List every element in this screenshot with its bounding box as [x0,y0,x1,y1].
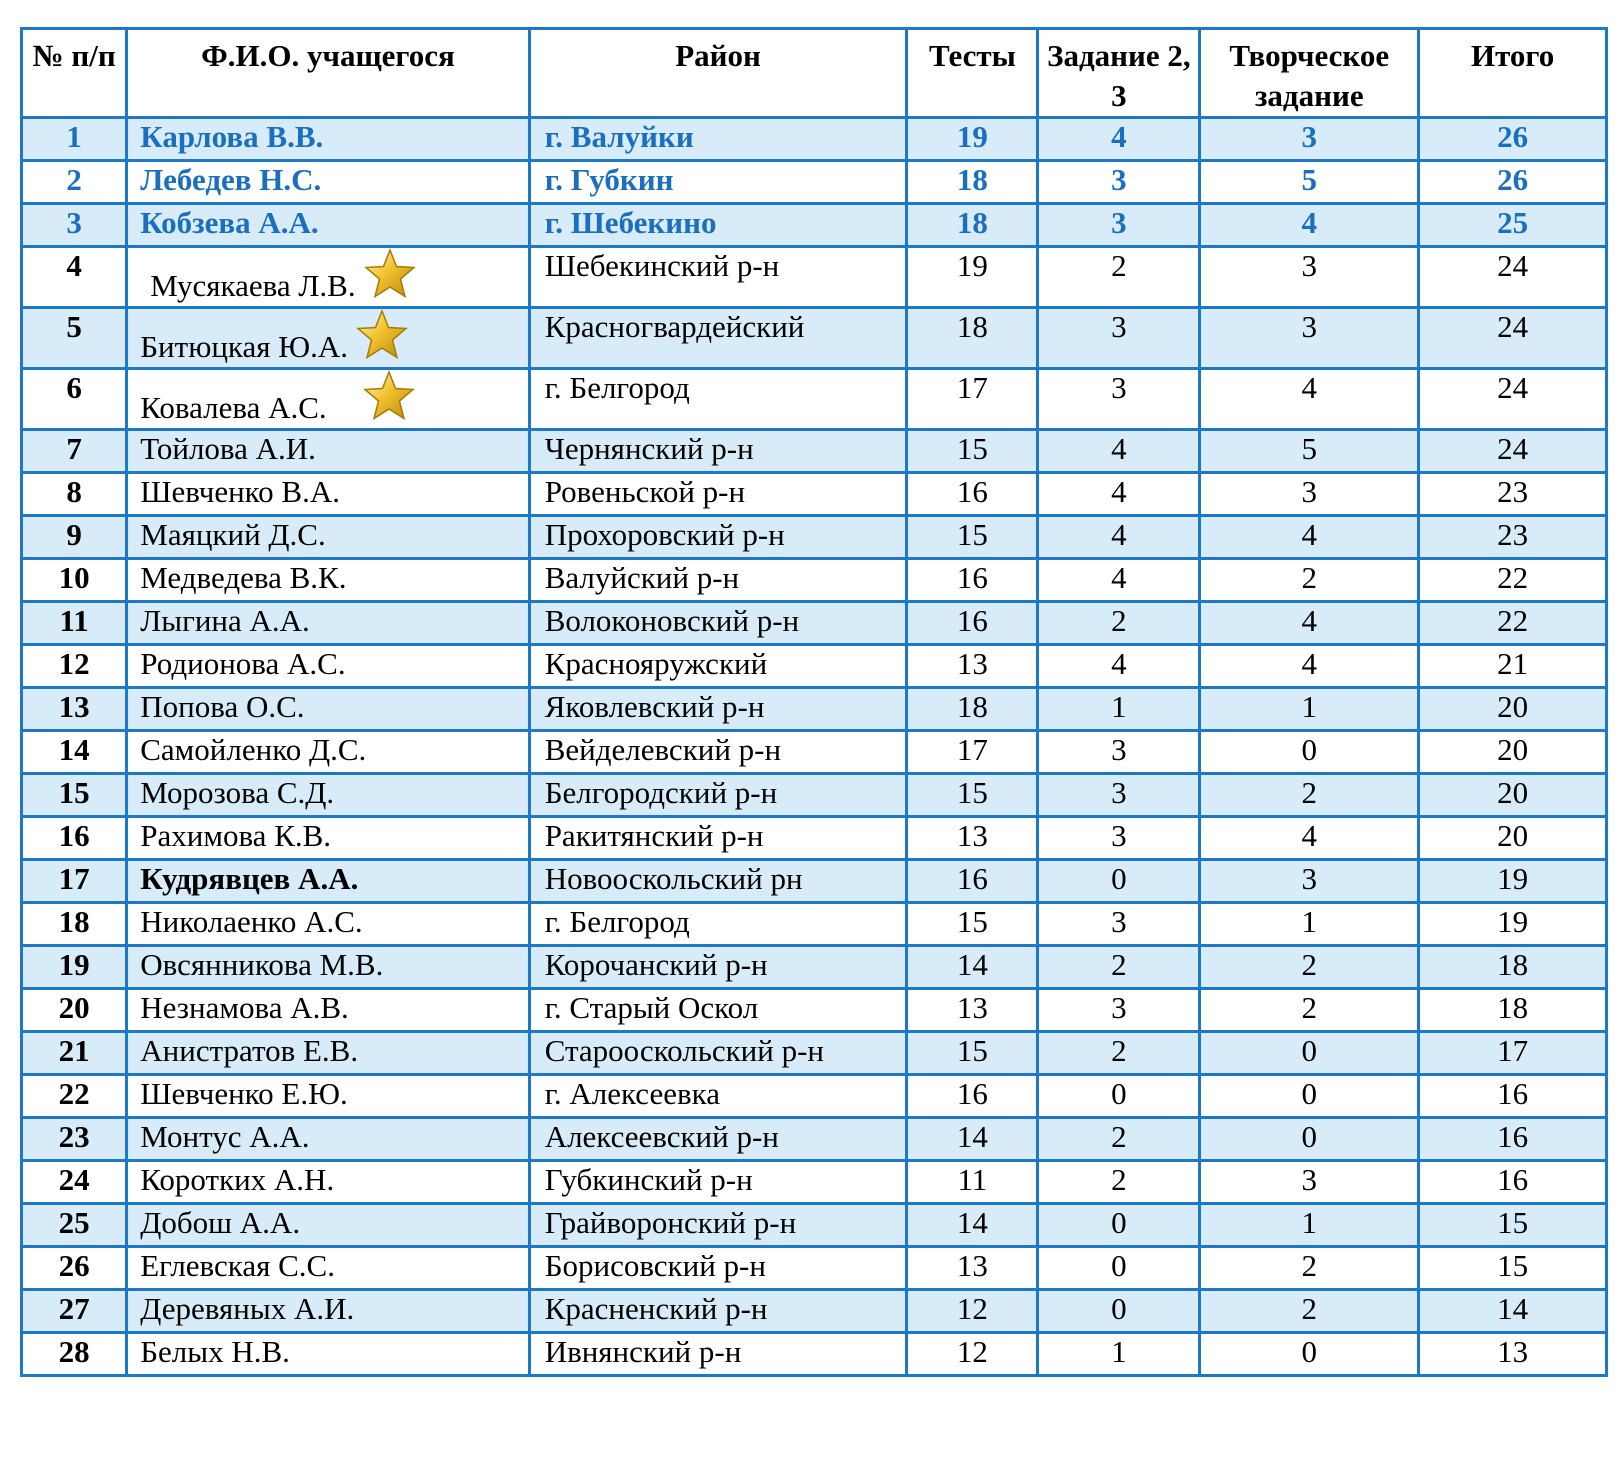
table-row [22,731,1607,774]
table-row [22,989,1607,1032]
total-score: 20 [1419,817,1607,860]
student-name: Шевченко Е.Ю. [127,1075,529,1118]
row-number: 28 [22,1333,127,1376]
tasks-score: 3 [1038,817,1200,860]
tests-score: 16 [907,559,1038,602]
tasks-score: 0 [1038,1204,1200,1247]
row-number: 7 [22,430,127,473]
student-name: Маяцкий Д.С. [127,516,529,559]
tasks-score: 2 [1038,1032,1200,1075]
total-score: 18 [1419,946,1607,989]
table-row [22,1075,1607,1118]
tests-score: 16 [907,1075,1038,1118]
district: г. Алексеевка [529,1075,907,1118]
tests-score: 18 [907,688,1038,731]
student-name: Тойлова А.И. [127,430,529,473]
tests-score: 15 [907,1032,1038,1075]
table-row [22,774,1607,817]
tests-score: 17 [907,369,1038,430]
table-row [22,308,1607,369]
table-row [22,602,1607,645]
student-name-cell [127,247,529,308]
creative-score: 2 [1200,559,1419,602]
header-total: Итого [1419,29,1607,118]
row-number: 8 [22,473,127,516]
row-number: 4 [22,247,127,308]
creative-score: 3 [1200,1161,1419,1204]
creative-score: 3 [1200,118,1419,161]
tests-score: 14 [907,1204,1038,1247]
student-name-cell [127,369,529,430]
table-row [22,946,1607,989]
table-row [22,1204,1607,1247]
table-row [22,369,1607,430]
tasks-score: 3 [1038,731,1200,774]
tests-score: 15 [907,516,1038,559]
total-score: 15 [1419,1247,1607,1290]
creative-score: 3 [1200,860,1419,903]
row-number: 23 [22,1118,127,1161]
tests-score: 19 [907,247,1038,308]
row-number: 27 [22,1290,127,1333]
student-name: Карлова В.В. [127,118,529,161]
tests-score: 16 [907,473,1038,516]
header-creative: Творческое задание [1200,29,1419,118]
row-number: 9 [22,516,127,559]
header-row [22,29,1607,118]
row-number: 15 [22,774,127,817]
row-number: 25 [22,1204,127,1247]
tests-score: 18 [907,204,1038,247]
total-score: 20 [1419,774,1607,817]
tasks-score: 4 [1038,559,1200,602]
table-row [22,118,1607,161]
creative-score: 4 [1200,645,1419,688]
tests-score: 15 [907,903,1038,946]
total-score: 13 [1419,1333,1607,1376]
student-name: Битюцкая Ю.А. [140,329,349,364]
student-name-cell [127,308,529,369]
student-name: Кудрявцев А.А. [127,860,529,903]
district: Грайворонский р-н [529,1204,907,1247]
total-score: 24 [1419,369,1607,430]
total-score: 23 [1419,516,1607,559]
student-name: Деревяных А.И. [127,1290,529,1333]
tasks-score: 2 [1038,1118,1200,1161]
student-name: Мусякаева Л.В. [150,268,356,303]
row-number: 22 [22,1075,127,1118]
student-name: Ковалева А.С. [140,390,327,425]
district: Старооскольский р-н [529,1032,907,1075]
district: Яковлевский р-н [529,688,907,731]
tasks-score: 3 [1038,308,1200,369]
tasks-score: 0 [1038,1290,1200,1333]
creative-score: 5 [1200,161,1419,204]
tests-score: 16 [907,860,1038,903]
table-row [22,516,1607,559]
total-score: 20 [1419,688,1607,731]
creative-score: 4 [1200,817,1419,860]
total-score: 17 [1419,1032,1607,1075]
table-row [22,903,1607,946]
tests-score: 13 [907,1247,1038,1290]
tests-score: 18 [907,161,1038,204]
total-score: 16 [1419,1118,1607,1161]
tests-score: 17 [907,731,1038,774]
creative-score: 0 [1200,731,1419,774]
creative-score: 2 [1200,1247,1419,1290]
district: Краснояружский [529,645,907,688]
table-row [22,473,1607,516]
district: г. Белгород [529,903,907,946]
row-number: 5 [22,308,127,369]
total-score: 15 [1419,1204,1607,1247]
row-number: 18 [22,903,127,946]
student-name: Попова О.С. [127,688,529,731]
creative-score: 2 [1200,774,1419,817]
creative-score: 1 [1200,1204,1419,1247]
table-row [22,645,1607,688]
row-number: 20 [22,989,127,1032]
student-name: Еглевская С.С. [127,1247,529,1290]
tasks-score: 2 [1038,946,1200,989]
star-icon [356,309,408,361]
student-name: Морозова С.Д. [127,774,529,817]
table-row [22,817,1607,860]
tasks-score: 2 [1038,602,1200,645]
tasks-score: 4 [1038,516,1200,559]
row-number: 2 [22,161,127,204]
district: Корочанский р-н [529,946,907,989]
row-number: 3 [22,204,127,247]
table-row [22,1247,1607,1290]
student-name: Белых Н.В. [127,1333,529,1376]
row-number: 13 [22,688,127,731]
star-icon [363,370,415,422]
district: Красногвардейский [529,308,907,369]
total-score: 16 [1419,1161,1607,1204]
creative-score: 0 [1200,1333,1419,1376]
tests-score: 16 [907,602,1038,645]
results-table [20,27,1608,1377]
tests-score: 14 [907,1118,1038,1161]
row-number: 24 [22,1161,127,1204]
tasks-score: 4 [1038,473,1200,516]
total-score: 14 [1419,1290,1607,1333]
creative-score: 0 [1200,1075,1419,1118]
district: Алексеевский р-н [529,1118,907,1161]
total-score: 18 [1419,989,1607,1032]
tasks-score: 4 [1038,645,1200,688]
tests-score: 14 [907,946,1038,989]
district: г. Губкин [529,161,907,204]
tasks-score: 4 [1038,118,1200,161]
tasks-score: 3 [1038,161,1200,204]
student-name: Анистратов Е.В. [127,1032,529,1075]
district: Ракитянский р-н [529,817,907,860]
tasks-score: 3 [1038,774,1200,817]
tests-score: 12 [907,1290,1038,1333]
district: г. Старый Оскол [529,989,907,1032]
tasks-score: 3 [1038,989,1200,1032]
district: Валуйский р-н [529,559,907,602]
district: Новооскольский рн [529,860,907,903]
tests-score: 13 [907,645,1038,688]
district: г. Белгород [529,369,907,430]
student-name: Николаенко А.С. [127,903,529,946]
district: Красненский р-н [529,1290,907,1333]
district: Чернянский р-н [529,430,907,473]
tasks-score: 2 [1038,1161,1200,1204]
total-score: 23 [1419,473,1607,516]
total-score: 24 [1419,308,1607,369]
tasks-score: 0 [1038,1247,1200,1290]
district: Шебекинский р-н [529,247,907,308]
row-number: 17 [22,860,127,903]
student-name: Овсянникова М.В. [127,946,529,989]
tasks-score: 0 [1038,860,1200,903]
tests-score: 13 [907,817,1038,860]
header-num: № п/п [22,29,127,118]
table-row [22,688,1607,731]
total-score: 22 [1419,559,1607,602]
tasks-score: 3 [1038,903,1200,946]
total-score: 26 [1419,161,1607,204]
total-score: 21 [1419,645,1607,688]
creative-score: 2 [1200,946,1419,989]
table-row [22,1161,1607,1204]
table-row [22,204,1607,247]
header-tests: Тесты [907,29,1038,118]
district: Борисовский р-н [529,1247,907,1290]
student-name: Лыгина А.А. [127,602,529,645]
creative-score: 4 [1200,516,1419,559]
total-score: 20 [1419,731,1607,774]
star-icon [364,248,416,300]
tasks-score: 3 [1038,369,1200,430]
row-number: 10 [22,559,127,602]
student-name: Коротких А.Н. [127,1161,529,1204]
row-number: 26 [22,1247,127,1290]
tests-score: 11 [907,1161,1038,1204]
district: Прохоровский р-н [529,516,907,559]
student-name: Кобзева А.А. [127,204,529,247]
table-row [22,1032,1607,1075]
creative-score: 0 [1200,1032,1419,1075]
row-number: 12 [22,645,127,688]
row-number: 6 [22,369,127,430]
row-number: 1 [22,118,127,161]
student-name: Рахимова К.В. [127,817,529,860]
table-row [22,1290,1607,1333]
creative-score: 3 [1200,247,1419,308]
table-row [22,1333,1607,1376]
tests-score: 19 [907,118,1038,161]
student-name: Добош А.А. [127,1204,529,1247]
row-number: 19 [22,946,127,989]
total-score: 26 [1419,118,1607,161]
row-number: 16 [22,817,127,860]
creative-score: 4 [1200,602,1419,645]
tests-score: 12 [907,1333,1038,1376]
district: Волоконовский р-н [529,602,907,645]
tasks-score: 2 [1038,247,1200,308]
student-name: Монтус А.А. [127,1118,529,1161]
header-tasks: Задание 2, 3 [1038,29,1200,118]
creative-score: 1 [1200,903,1419,946]
tasks-score: 3 [1038,204,1200,247]
total-score: 24 [1419,430,1607,473]
table-row [22,161,1607,204]
creative-score: 4 [1200,204,1419,247]
student-name: Родионова А.С. [127,645,529,688]
creative-score: 3 [1200,473,1419,516]
district: Ровеньской р-н [529,473,907,516]
creative-score: 1 [1200,688,1419,731]
total-score: 16 [1419,1075,1607,1118]
creative-score: 4 [1200,369,1419,430]
row-number: 21 [22,1032,127,1075]
district: г. Валуйки [529,118,907,161]
creative-score: 5 [1200,430,1419,473]
table-row [22,430,1607,473]
table-row [22,1118,1607,1161]
header-name: Ф.И.О. учащегося [127,29,529,118]
table-row [22,559,1607,602]
district: г. Шебекино [529,204,907,247]
creative-score: 2 [1200,1290,1419,1333]
total-score: 25 [1419,204,1607,247]
creative-score: 0 [1200,1118,1419,1161]
district: Белгородский р-н [529,774,907,817]
tasks-score: 0 [1038,1075,1200,1118]
tests-score: 15 [907,430,1038,473]
student-name: Шевченко В.А. [127,473,529,516]
table-row [22,860,1607,903]
tasks-score: 4 [1038,430,1200,473]
tests-score: 15 [907,774,1038,817]
student-name: Медведева В.К. [127,559,529,602]
student-name: Незнамова А.В. [127,989,529,1032]
student-name: Лебедев Н.С. [127,161,529,204]
row-number: 14 [22,731,127,774]
total-score: 22 [1419,602,1607,645]
creative-score: 2 [1200,989,1419,1032]
district: Ивнянский р-н [529,1333,907,1376]
tests-score: 18 [907,308,1038,369]
student-name: Самойленко Д.С. [127,731,529,774]
table-row [22,247,1607,308]
total-score: 19 [1419,860,1607,903]
tasks-score: 1 [1038,1333,1200,1376]
header-district: Район [529,29,907,118]
row-number: 11 [22,602,127,645]
results-body [22,118,1607,1376]
total-score: 24 [1419,247,1607,308]
creative-score: 3 [1200,308,1419,369]
district: Губкинский р-н [529,1161,907,1204]
tests-score: 13 [907,989,1038,1032]
tasks-score: 1 [1038,688,1200,731]
total-score: 19 [1419,903,1607,946]
district: Вейделевский р-н [529,731,907,774]
